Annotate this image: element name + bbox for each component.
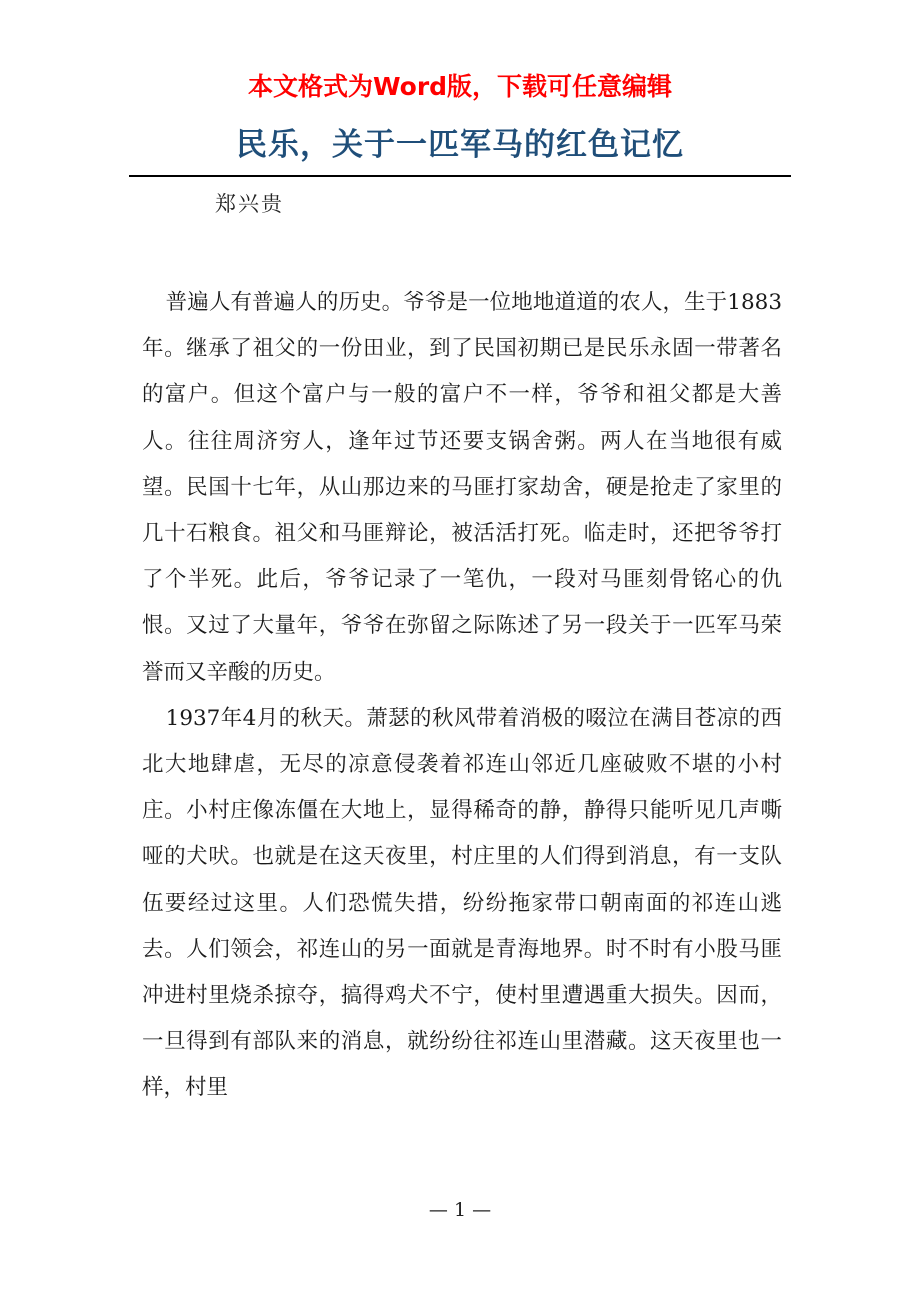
title-divider bbox=[129, 175, 791, 177]
paragraph: 普遍人有普遍人的历史。爷爷是一位地地道道的农人，生于1883年。继承了祖父的一份田业，到了民国初期已是民乐永固一带著名的富户。但这个富户与一般的富户不一样，爷爷和祖父都是大善人。往往周济穷人，逢年过节还要支锅舍粥。两人在当地很有威望。民国十七年，从山那边来的马匪打家劫舍，硬是抢走了家里的几十石粮食。祖父和马匪辩论，被活活打死。临走时，还把爷爷打了个半死。此后，爷爷记录了一笔仇，一段对马匪刻骨铭心的仇恨。又过了大量年，爷爷在弥留之际陈述了另一段关于一匹军马荣誉而又辛酸的历史。 bbox=[142, 290, 782, 685]
author-name: 郑兴贵 bbox=[215, 192, 284, 216]
article-body bbox=[142, 280, 782, 1112]
page-title: 民乐，关于一匹军马的红色记忆 bbox=[236, 127, 684, 163]
paragraph: 1937年4月的秋天。萧瑟的秋风带着消极的啜泣在满目苍凉的西北大地肆虐，无尽的凉意侵袭着祁连山邻近几座破败不堪的小村庄。小村庄像冻僵在大地上，显得稀奇的静，静得只能听见几声嘶哑的犬吠。也就是在这天夜里，村庄里的人们得到消息，有一支队伍要经过这里。人们恐慌失措，纷纷拖家带口朝南面的祁连山逃去。人们领会，祁连山的另一面就是青海地界。时不时有小股马匪冲进村里烧杀掠夺，搞得鸡犬不宁，使村里遭遇重大损失。因而，一旦得到有部队来的消息，就纷纷往祁连山里潜藏。这天夜里也一样，村里 bbox=[142, 705, 782, 1101]
page-number: — 1 — bbox=[428, 1199, 492, 1221]
word-format-banner: 本文格式为Word版，下载可任意编辑 bbox=[247, 72, 673, 101]
